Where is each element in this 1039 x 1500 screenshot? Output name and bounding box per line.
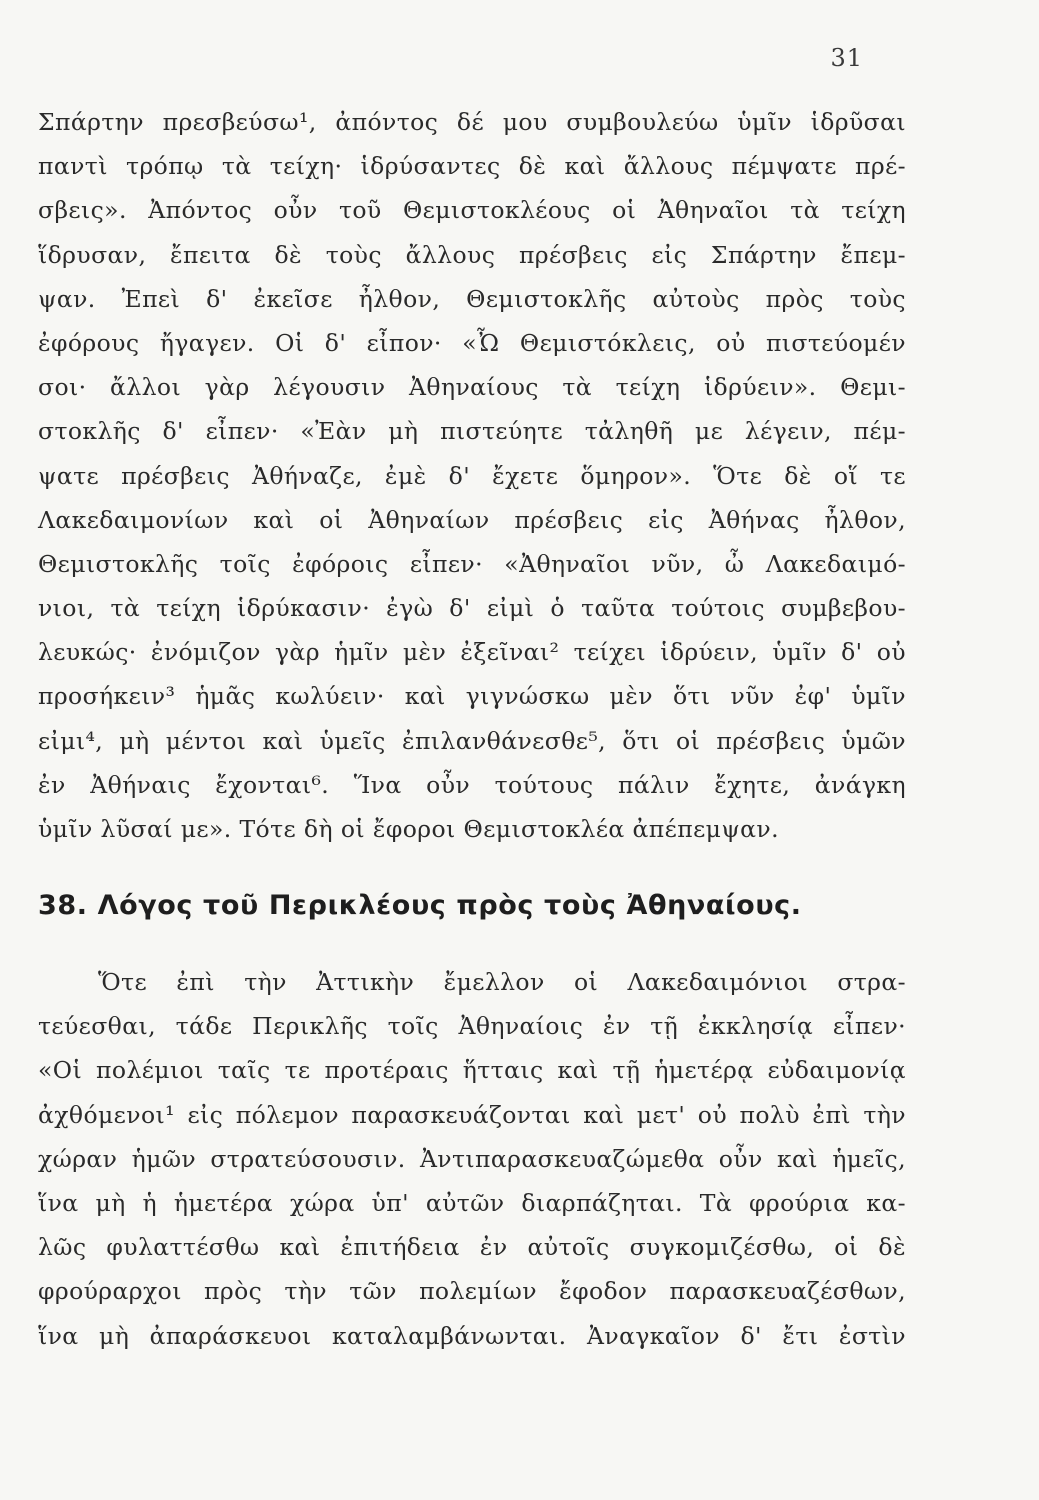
text-line: ἵνα μὴ ἡ ἡμετέρα χώρα ὑπ' αὐτῶν διαρπάζηται. Τὰ φρούρια κα- — [38, 1188, 906, 1217]
text-line: Σπάρτην πρεσβεύσω¹, ἀπόντος δέ μου συμβουλεύω ὑμῖν ἱδρῦσαι — [38, 108, 906, 136]
text-line: ψαν. Ἐπεὶ δ' ἐκεῖσε ἦλθον, Θεμιστοκλῆς αὐτοὺς πρὸς τοὺς — [38, 284, 906, 313]
text-line: χώραν ἡμῶν στρατεύσουσιν. Ἀντιπαρασκευαζώμεθα οὖν καὶ ἡμεῖς, — [38, 1144, 906, 1173]
text-line: τεύεσθαι, τάδε Περικλῆς τοῖς Ἀθηναίοις ἐν τῇ ἐκκλησίᾳ εἶπεν· — [38, 1012, 906, 1041]
paragraph-1 — [38, 100, 906, 851]
text-line: ἵνα μὴ ἀπαράσκευοι καταλαμβάνωνται. Ἀναγκαῖον δ' ἔτι ἐστὶν — [38, 1321, 906, 1350]
text-line: εἰμι⁴, μὴ μέντοι καὶ ὑμεῖς ἐπιλανθάνεσθε⁵, ὅτι οἱ πρέσβεις ὑμῶν — [38, 726, 906, 755]
text-line: ἀχθόμενοι¹ εἰς πόλεμον παρασκευάζονται καὶ μετ' οὐ πολὺ ἐπὶ τὴν — [38, 1100, 906, 1129]
text-line: σοι· ἄλλοι γὰρ λέγουσιν Ἀθηναίους τὰ τείχη ἱδρύειν». Θεμι- — [38, 373, 906, 402]
text-line: ἵδρυσαν, ἔπειτα δὲ τοὺς ἄλλους πρέσβεις εἰς Σπάρτην ἔπεμ- — [38, 240, 906, 269]
text-line: παντὶ τρόπῳ τὰ τείχη· ἱδρύσαντες δὲ καὶ ἄλλους πέμψατε πρέ- — [38, 152, 906, 181]
text-line: Θεμιστοκλῆς τοῖς ἐφόροις εἶπεν· «Ἀθηναῖοι νῦν, ὦ Λακεδαιμό- — [38, 549, 906, 578]
text-line: Ὅτε ἐπὶ τὴν Ἀττικὴν ἔμελλον οἱ Λακεδαιμόνιοι στρα- — [98, 968, 906, 996]
text-line: φρούραρχοι πρὸς τὴν τῶν πολεμίων ἔφοδον παρασκευαζέσθων, — [38, 1277, 906, 1306]
text-line: Λακεδαιμονίων καὶ οἱ Ἀθηναίων πρέσβεις εἰς Ἀθήνας ἦλθον, — [38, 505, 906, 534]
page-number: 31 — [830, 44, 863, 72]
text-line: προσήκειν³ ἡμᾶς κωλύειν· καὶ γιγνώσκω μὲν ὅτι νῦν ἐφ' ὑμῖν — [38, 682, 906, 711]
paragraph-2 — [38, 960, 906, 1358]
text-line: ὑμῖν λῦσαί με». Τότε δὴ οἱ ἔφοροι Θεμιστοκλέα ἀπέπεμψαν. — [38, 815, 779, 843]
text-line: λευκώς· ἐνόμιζον γὰρ ἡμῖν μὲν ἐξεῖναι² τείχει ἱδρύειν, ὑμῖν δ' οὐ — [38, 638, 906, 667]
text-line: ψατε πρέσβεις Ἀθήναζε, ἐμὲ δ' ἔχετε ὅμηρον». Ὅτε δὲ οἵ τε — [38, 461, 906, 490]
text-line: ἐφόρους ἤγαγεν. Οἱ δ' εἶπον· «Ὦ Θεμιστόκλεις, οὐ πιστεύομέν — [38, 328, 906, 357]
text-line: «Οἱ πολέμιοι ταῖς τε προτέραις ἥτταις καὶ τῇ ἡμετέρᾳ εὐδαιμονίᾳ — [38, 1056, 906, 1085]
text-line: ἐν Ἀθήναις ἔχονται⁶. Ἵνα οὖν τούτους πάλιν ἔχητε, ἀνάγκη — [38, 770, 906, 799]
text-line: στοκλῆς δ' εἶπεν· «Ἐὰν μὴ πιστεύητε τἀληθῆ με λέγειν, πέμ- — [38, 417, 906, 446]
text-line: λῶς φυλαττέσθω καὶ ἐπιτήδεια ἐν αὐτοῖς συγκομιζέσθω, οἱ δὲ — [38, 1233, 906, 1262]
text-line: νιοι, τὰ τείχη ἱδρύκασιν· ἐγὼ δ' εἰμὶ ὁ ταῦτα τούτοις συμβεβου- — [38, 594, 906, 623]
text-line: σβεις». Ἀπόντος οὖν τοῦ Θεμιστοκλέους οἱ Ἀθηναῖοι τὰ τείχη — [38, 196, 906, 225]
section-heading: 38. Λόγος τοῦ Περικλέους πρὸς τοὺς Ἀθηναίους. — [38, 890, 802, 921]
